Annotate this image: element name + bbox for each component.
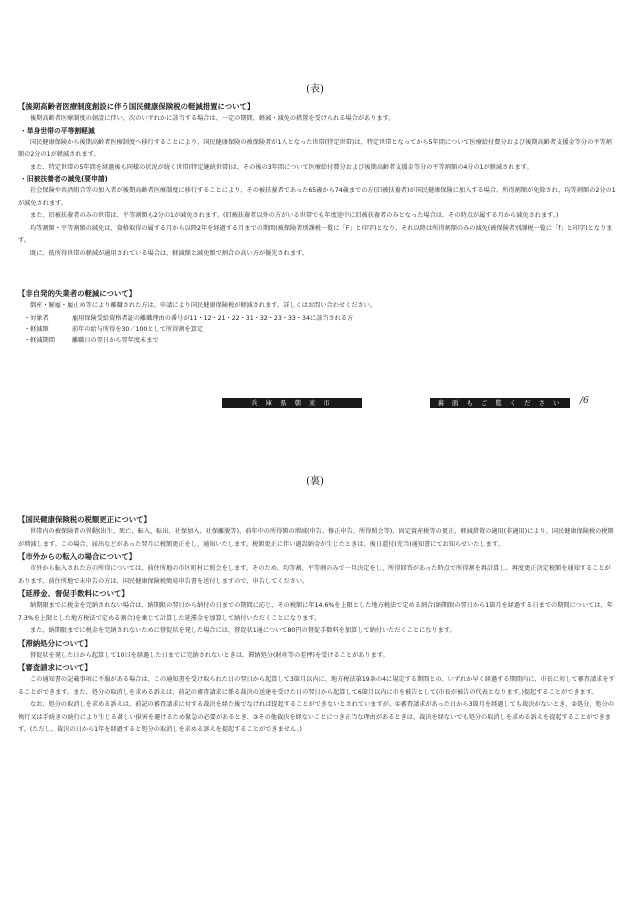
tax-correction-title: 【国民健康保険税の税額更正について】 [18,515,151,524]
page-number-mark: /6 [580,396,589,406]
disposition-title: 【滞納処分について】 [18,638,92,648]
row-label: ・対象者 [24,314,49,322]
former-dependent-text-4: 既に、低所得世帯の軽減が適用されている場合は、軽減額と減免額で割合の高い方が優先されます。 [30,249,308,257]
elderly-reduction-title: 【後期高齢者医療制度創設に伴う国民健康保険税の軽減措置について】 [18,102,255,111]
unemployed-reduction-title: 【非自発的失業者の軽減について】 [18,289,137,298]
appeal-text-2: なお、処分の取消しを求める訴えは、前記の審査請求に対する裁決を経た後でなければ提起することができないとされていますが、①審査請求があった日から3箇月を経過しても裁決がないとき、②処分、処分の執行又は手続きの続行により生じる著しい損害を避けるため緊急の必要があるとき、③その他裁決を経ないことにつき正当な理由があるときは、裁決を経ないでも処分の取消しを求める訴えを提起することができます。(ただし、裁決の日から1年を経過すると処分の取消しを求める訴えを提起することができません。) [18,701,614,733]
former-dependent-text-3: 均等割額・平等割額の減免は、資格取得の属する月から以降2年を経過する月までの期間(被保険者別課税一覧に「F」と印字)となり、それ以降は所得割額のみの減免(被保険者別課税一覧に「f」と印字)となります。 [18,224,613,244]
row-value: 前年の給与所得を30／100として所得割を算定 [72,325,204,333]
back-side-label: (裏) [306,476,324,487]
unemployed-period-row [24,335,616,346]
unemployed-amount-row [24,324,616,335]
single-household-text-1: 国民健康保険から後期高齢者医療制度へ移行することにより、国民健康保険の被保険者が1人となった世帯(特定世帯)は、特定世帯となってから5年間について医療給付費分および後期高齢者支援金等分の平等割額の2分の1が軽減されます。 [18,138,612,158]
see-reverse-banner: 裏 面 も ご 覧 く だ さ い [430,398,570,408]
front-side-label: (表) [306,84,324,95]
elderly-reduction-intro: 後期高齢者医療制度の創設に伴い、次のいずれかに該当する場合は、一定の期間、軽減・減免の措置を受けられる場合があります。 [30,115,395,122]
row-value: 離職日の翌日から翌年度末まで [72,336,159,344]
delinquency-text-1: 納期限までに税金を完納されない場合は、納期限の翌日から納付の日までの期間に応じ、その税額に年14.6%を上限とした地方税法で定める割合(納期限の翌日から1箇月を経過する日までの期間については、年7.3%を上限とした地方税法で定める割合)を乗じて計算した延滞金を加算して納付いただくことになります。 [18,602,613,622]
former-dependent-title: ・旧被扶養者の減免(要申請) [20,175,108,183]
former-dependent-text-1: 社会保険や共済組合等の加入者が後期高齢者医療制度に移行することにより、その被扶養者であった65歳から74歳までの方(旧被扶養者)が国民健康保険に加入する場合、所得割額が免除され、均等割額の2分の1が減免されます。 [18,187,616,207]
unemployed-reduction-section [18,288,616,346]
row-label: ・軽減額 [24,325,49,333]
tax-correction-text: 世帯内の被保険者の異動(出生、死亡、転入、転出、社保加入、社保離脱等)、前年中の所得額の増減(申告、修正申告、所得照会等)、固定資産税等の更正、軽減措置の適用(非適用)により、国民健康保険税の税額が増減します。この場合、届出などがあった翌月に税額更正をし、通知いたします。税額更正に伴い過誤納金が生じたときは、後日還付(充当)通知書にてお知らせいたします。 [18,528,614,548]
unemployed-reduction-intro: 倒産・解雇・雇止め等により離職された方は、申請により国民健康保険税が軽減されます。詳しくはお問い合わせください。 [30,302,377,309]
delinquency-text-2: また、納期限までに税金を完納されないために督促状を発した場合には、督促状1通について80円の督促手数料を加算して納付いただくことになります。 [30,627,456,634]
delinquency-title: 【延滞金、督促手数料について】 [18,589,129,598]
city-name-banner: 兵 庫 県 朝 来 市 [222,398,362,408]
appeal-title: 【審査請求について】 [18,663,92,672]
back-content [18,514,616,737]
appeal-text-1: この通知書の記載事項に不服がある場合は、この通知書を受け取られた日の翌日から起算して3箇月以内に、地方税法第19条の4に規定する期間との、いずれか早く経過する期間内に、市長に対して審査請求をすることができます。また、処分の取消しを求める訴えは、前記の審査請求に係る裁決の送達を受けた日の翌日から起算して6箇月以内に市を被告として(市長が被告の代表となります。)提起することができます。 [18,676,615,696]
single-household-text-2: また、特定世帯の5年間を経過後も同様の状況が続く世帯(特定継続世帯)は、その後の3年間について医療給付費分および後期高齢者支援金等分の平等割額の4分の1が軽減されます。 [30,163,533,171]
row-label: ・軽減期間 [24,336,55,344]
single-household-title: ・単身世帯の平等割軽減 [20,126,95,135]
row-value: 雇用保険受給資格者証の離職理由の番号が11・12・21・22・31・32・23・33・34に該当される方 [72,314,354,322]
disposition-text: 督促状を発した日から起算して10日を経過した日までに完納されないときは、滞納処分(財産等の差押)を受けることがあります。 [30,651,389,659]
elderly-reduction-section [18,101,616,260]
former-dependent-text-2: また、旧被扶養者のみの世帯は、平等割額も2分の1が減免されます。(旧被扶養者以外の方がいる世帯でも年度途中に旧被扶養者のみとなった場合は、その時点が属する月から減免されます。) [30,212,559,219]
transfer-text: 市外から転入された方の所得については、前住所地の市区町村に照会をします。そのため、均等割、平等割のみで一旦決定をし、所得回答があった時点で所得割を再計算し、再度更正決定税額を通知することがあります。前住所地で未申告の方は、国民健康保険税簡易申告書を送付しますので、申告してください。 [18,565,611,585]
transfer-title: 【市外からの転入の場合について】 [18,552,137,561]
unemployed-target-row [24,313,616,324]
